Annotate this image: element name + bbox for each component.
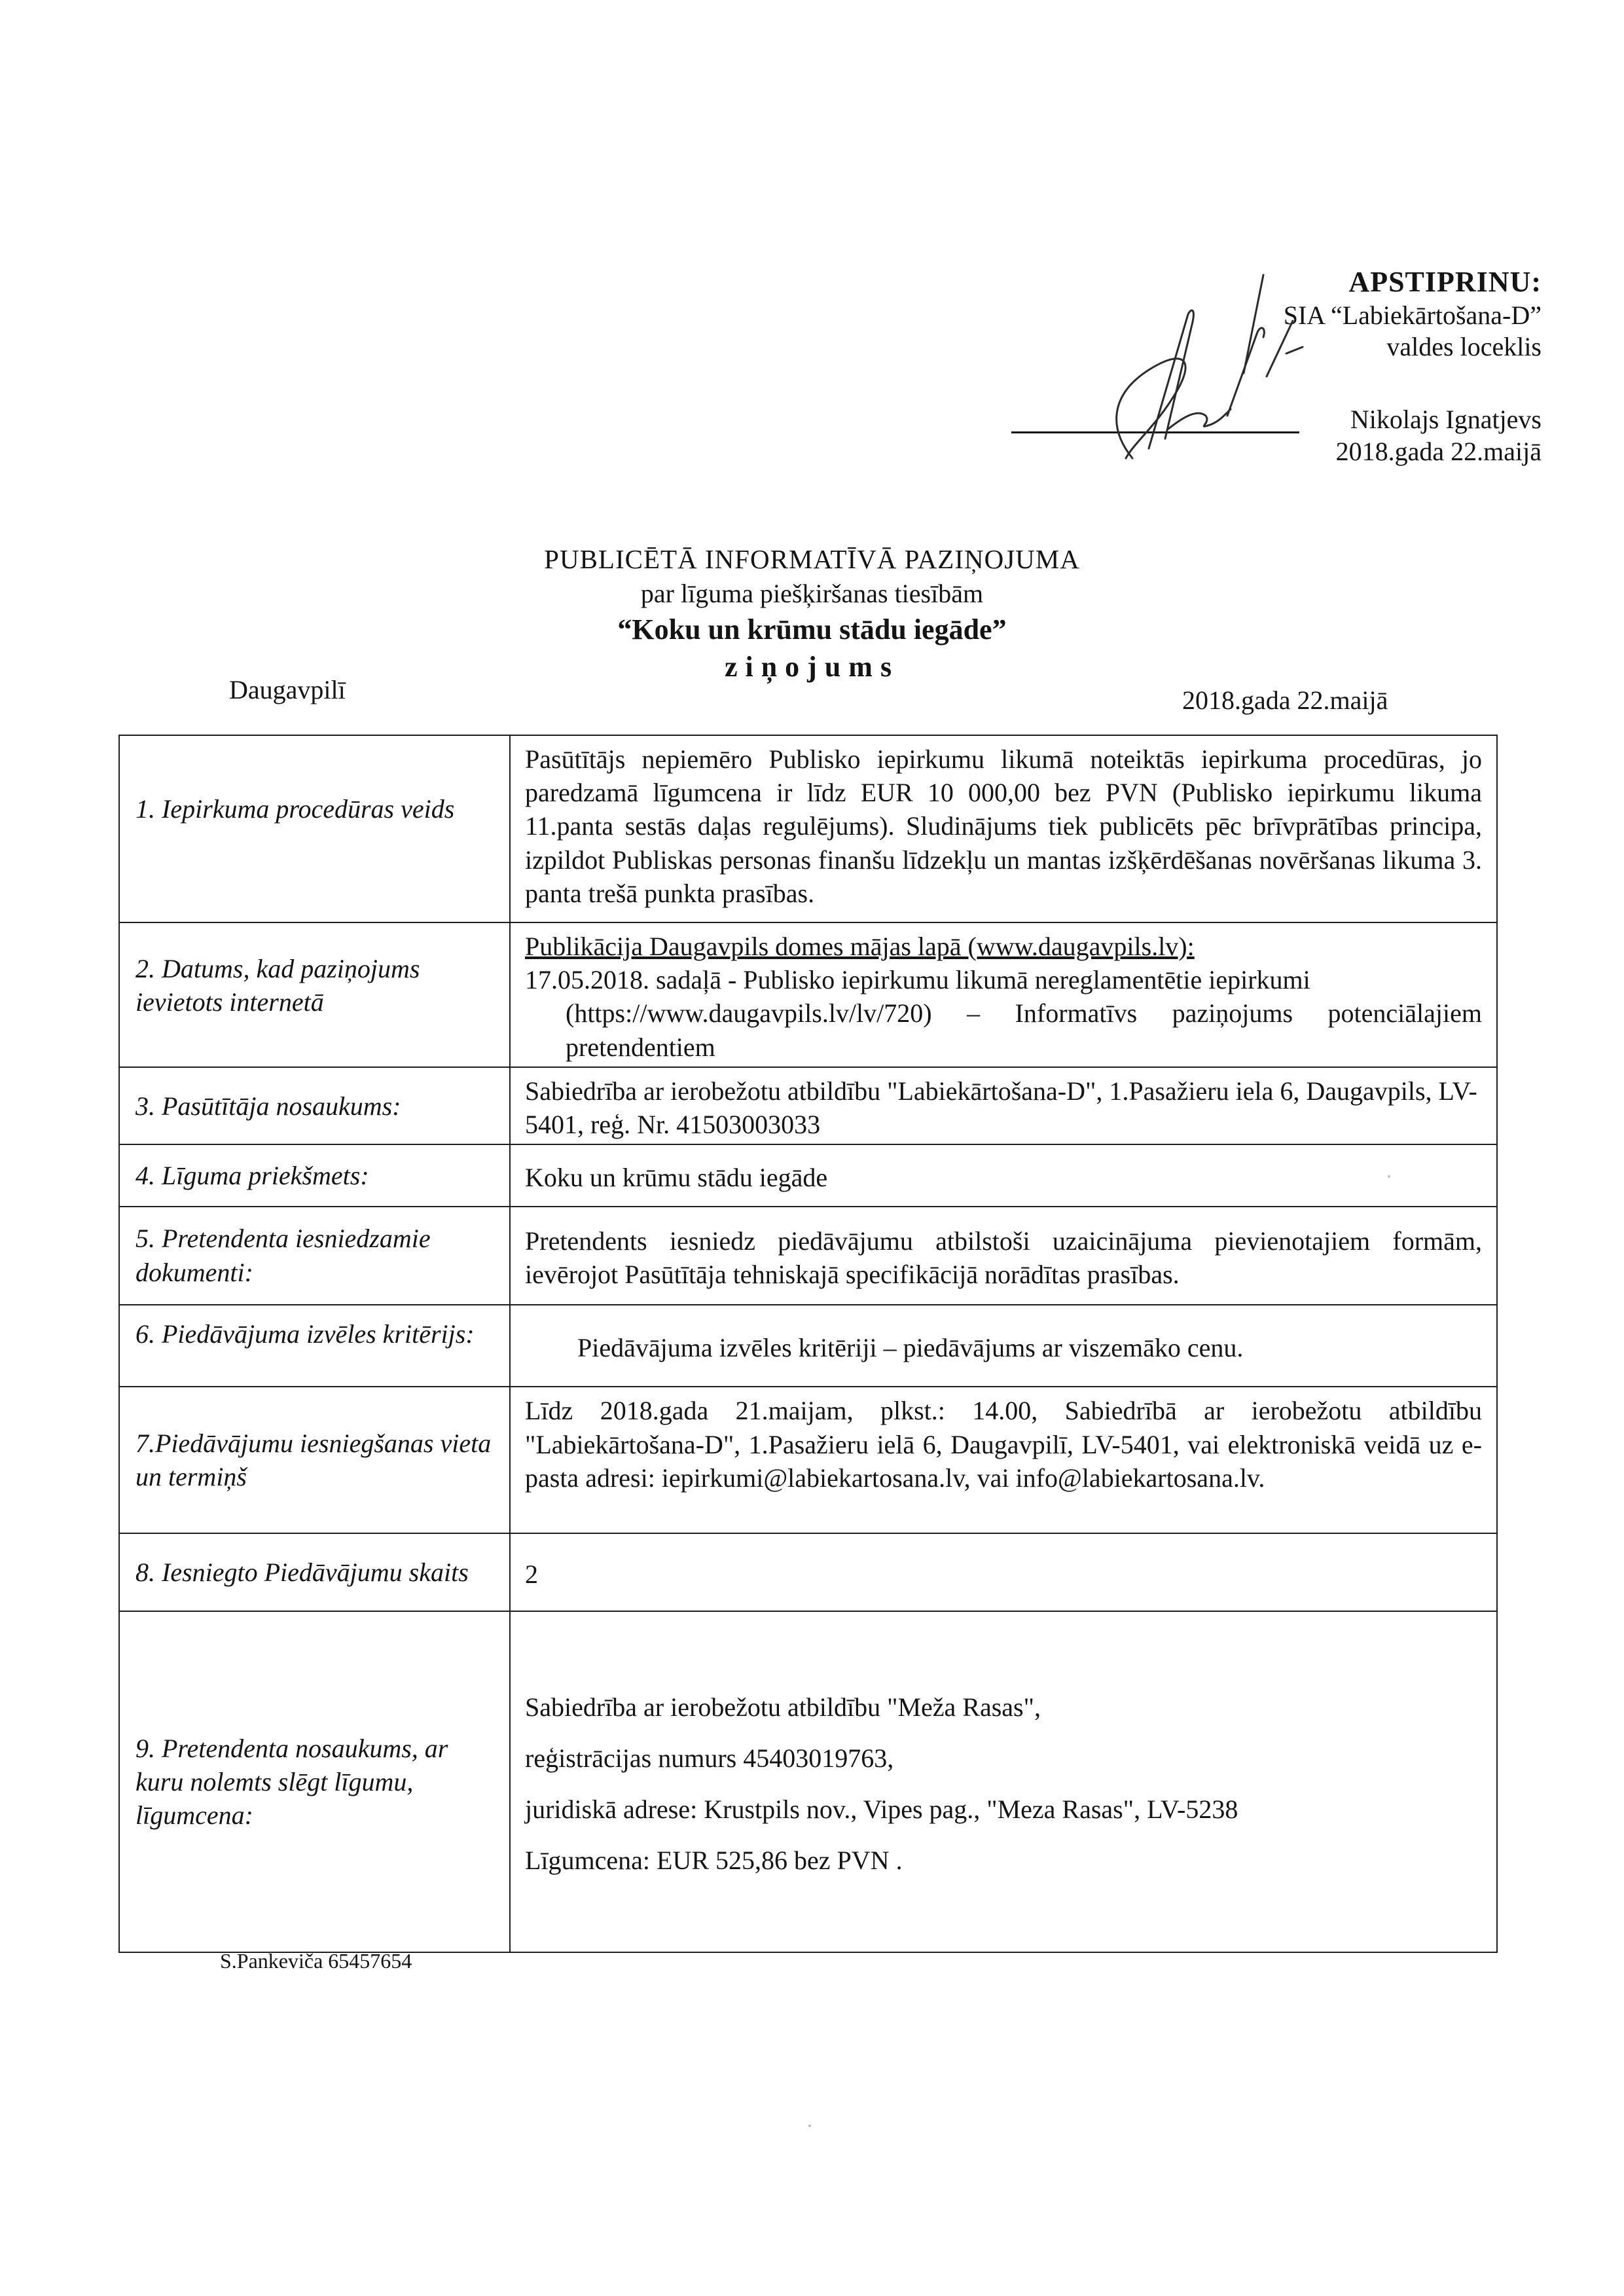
row-value: Pasūtītājs nepiemēro Publisko iepirkumu likumā noteiktās iepirkuma procedūras, jo paredzamā līgumcena ir līdz EUR 10 000,00 bez PVN (Publisko iepirkumu likuma 11.panta sestās daļas regulējums). Sludinājums tiek publicēts pēc brīvprātības principa, izpildot Publiskas personas finanšu līdzekļu un mantas izšķērdēšanas novēršanas likuma 3. panta trešā punkta prasības. <box>510 735 1497 922</box>
row-label: 2. Datums, kad paziņojums ievietots internetā <box>119 922 510 1067</box>
row-label: 7.Piedāvājumu iesniegšanas vieta un termiņš <box>119 1387 510 1533</box>
table-row <box>119 1387 1497 1533</box>
table-row <box>119 1305 1497 1387</box>
row-value: Piedāvājuma izvēles kritēriji – piedāvājums ar viszemāko cenu. <box>577 1333 1244 1363</box>
row-label: 1. Iepirkuma procedūras veids <box>119 735 510 922</box>
scan-speck <box>1388 1175 1390 1178</box>
table-row <box>119 922 1497 1067</box>
publication-link-text: Publikācija Daugavpils domes mājas lapā (www.daugavpils.lv): <box>525 932 1195 961</box>
approval-company: SIA “Labiekārtošana-D” <box>1283 300 1542 330</box>
handwritten-signature <box>1034 262 1335 478</box>
approval-name: Nikolajs Ignatjevs <box>1350 405 1542 435</box>
row-value <box>510 922 1497 1067</box>
report-word: ziņojums <box>724 651 900 683</box>
procurement-info-table <box>118 735 1498 1953</box>
document-place: Daugavpilī <box>229 675 346 704</box>
row-label: 3. Pasūtītāja nosaukums: <box>119 1067 510 1144</box>
procurement-name: “Koku un krūmu stādu iegāde” <box>617 613 1007 646</box>
row-value <box>510 1611 1497 1952</box>
winner-name: Sabiedrība ar ierobežotu atbildību "Meža Rasas", <box>525 1692 1041 1722</box>
table-row <box>119 1207 1497 1305</box>
winner-registration: reģistrācijas numurs 45403019763, <box>525 1743 894 1773</box>
document-title: PUBLICĒTĀ INFORMATĪVĀ PAZIŅOJUMA <box>544 544 1080 574</box>
row-value: Pretendents iesniedz piedāvājumu atbilstoši uzaicinājuma pievienotajiem formām, ievērojot Pasūtītāja tehniskajā specifikācijā norādītas prasības. <box>510 1207 1497 1305</box>
publication-url: (https://www.daugavpils.lv/lv/720) – Informatīvs paziņojums potenciālajiem pretendentiem <box>566 998 1482 1062</box>
row-label: 6. Piedāvājuma izvēles kritērijs: <box>119 1305 510 1387</box>
contract-price: Līgumcena: EUR 525,86 bez PVN . <box>525 1845 903 1875</box>
row-value: 2 <box>510 1533 1497 1611</box>
approval-date: 2018.gada 22.maijā <box>1335 437 1542 467</box>
table-row <box>119 1611 1497 1952</box>
scan-speck <box>808 2124 811 2127</box>
document-date: 2018.gada 22.maijā <box>1182 685 1388 715</box>
approval-heading: APSTIPRINU: <box>1348 266 1542 298</box>
document-subtitle: par līguma piešķiršanas tiesībām <box>640 579 984 609</box>
row-label: 5. Pretendenta iesniedzamie dokumenti: <box>119 1207 510 1305</box>
row-label: 8. Iesniegto Piedāvājumu skaits <box>119 1533 510 1611</box>
row-label: 4. Līguma priekšmets: <box>119 1144 510 1207</box>
row-value: Līdz 2018.gada 21.maijam, plkst.: 14.00, Sabiedrībā ar ierobežotu atbildību "Labiekārtošana-D", 1.Pasažieru ielā 6, Daugavpilī, LV-5401, vai elektroniskā veidā uz e-pasta adresi: iepirkumi@labiekartosana.lv, vai info@labiekartosana.lv. <box>510 1387 1497 1533</box>
row-label: 9. Pretendenta nosaukums, ar kuru nolemts slēgt līgumu, līgumcena: <box>119 1611 510 1952</box>
row-value: Sabiedrība ar ierobežotu atbildību "Labiekārtošana-D", 1.Pasažieru iela 6, Daugavpils, LV-5401, reģ. Nr. 41503003033 <box>510 1067 1497 1144</box>
footer-contact: S.Pankeviča 65457654 <box>220 1949 412 1973</box>
document-title-block <box>0 542 1624 686</box>
table-row <box>119 1533 1497 1611</box>
table-row <box>119 735 1497 922</box>
table-row <box>119 1067 1497 1144</box>
winner-address: juridiskā adrese: Krustpils nov., Vipes pag., "Meza Rasas", LV-5238 <box>525 1794 1238 1824</box>
approval-position: valdes loceklis <box>1386 332 1542 362</box>
row-value: Koku un krūmu stādu iegāde <box>510 1144 1497 1207</box>
publication-section: 17.05.2018. sadaļā - Publisko iepirkumu likumā nereglamentētie iepirkumi <box>525 965 1310 995</box>
table-row <box>119 1144 1497 1207</box>
